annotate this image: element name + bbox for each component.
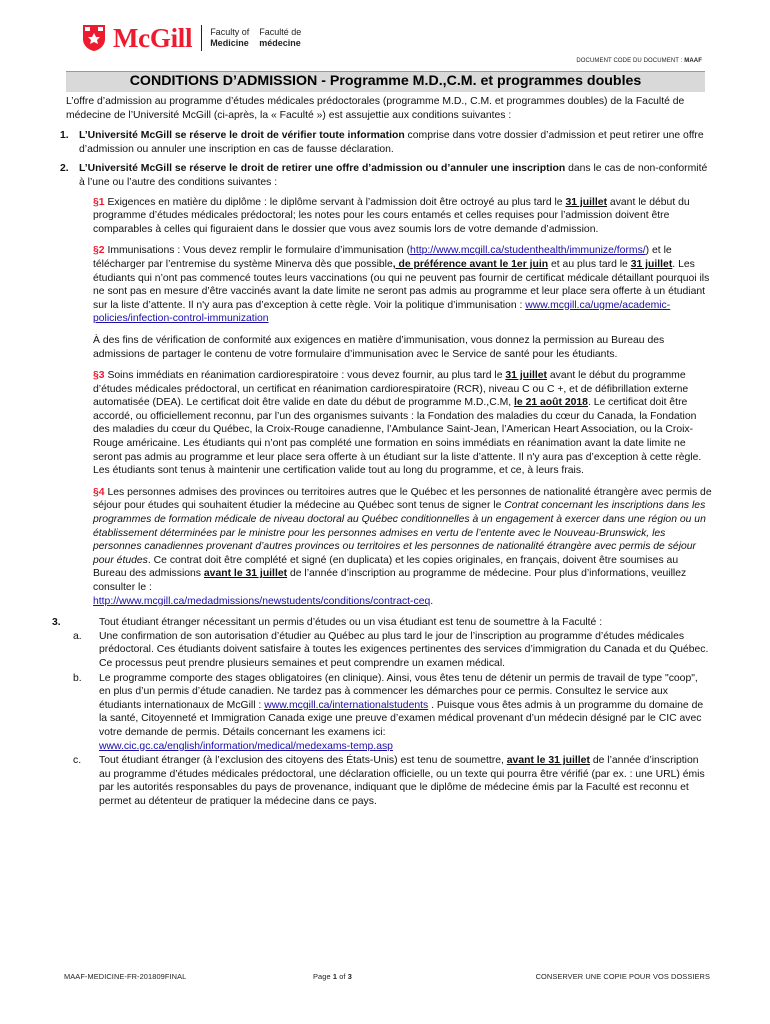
condition-1 — [60, 129, 712, 156]
faculty-fr-line1: Faculté de — [259, 27, 302, 37]
section-text: Immunisations : Vous devez remplir le formulaire d’immunisation ( — [104, 245, 411, 257]
condition-3-text: Tout étudiant étranger nécessitant un permis d’études ou un visa étudiant est tenu de soumettre à la Faculté : — [99, 617, 603, 629]
condition-3b-text: Le programme comporte des stages obligatoires (en clinique). Ainsi, vous êtes tenu de détenir un permis de travail de type "coop", en plus d’un permis d’étude canadien. Ne tardez pas à commencer les démarches pour ce permis. Consultez le service aux étudiants internationaux de McGill : — [99, 672, 698, 711]
section-4-contract — [93, 486, 712, 608]
immunization-policy-link[interactable]: www.mcgill.ca/ugme/academic-policies/infection-control-immunization — [93, 299, 671, 325]
section-mark: §1 — [93, 196, 105, 208]
program-start-date: le 21 août 2018 — [514, 397, 588, 409]
footer-note: CONSERVER UNE COPIE POUR VOS DOSSIERS — [535, 972, 710, 981]
section-mark: §4 — [93, 486, 105, 498]
section-text: avant le début du programme d’études médicales prédoctoral, un certificat en réanimation cardiorespiratoire (RCR), niveau C ou C +, et de défibrillation externe automatisée (DEA). Le certificat doit être valide en date du début de programme M.D.,C.M, — [93, 370, 689, 409]
section-2-permission: À des fins de vérification de conformité aux exigences en matière d’immunisation, vous donnez la permission au Bureau des admissions de partager le contenu de votre formulaire d’immunisation avec le Service de santé pour les étudiants. — [93, 334, 665, 360]
document-code-value: MAAF — [684, 58, 702, 64]
faculty-en — [210, 27, 249, 49]
document-code-label: DOCUMENT CODE DU DOCUMENT : — [576, 58, 685, 64]
title-band — [66, 71, 705, 92]
section-text: . — [430, 595, 434, 607]
page-of: of — [337, 972, 348, 981]
immunization-forms-link[interactable]: http://www.mcgill.ca/studenthealth/immunize/forms/ — [410, 245, 646, 257]
intro-paragraph: L’offre d’admission au programme d’études médicales prédoctorales (programme M.D., C.M. et programmes doubles) de la Faculté de médecine de l’Université McGill (ci-après, la « Faculté ») est assujettie aux conditions suivantes : — [66, 96, 685, 121]
section-mark: §2 — [93, 245, 105, 257]
condition-3b-text: . Puisque vous êtes admis à un programme du domaine de la santé, Citoyenneté et Immigration Canada exige une preuve d’examen médical provenant d’un médecin désigné par le CIC avec votre demande de permis. Détails concernant les examens ici: — [99, 699, 704, 738]
section-text: . Ce contrat doit être complété et signé (en duplicata) et les copies originales, en français, doivent être soumises au Bureau des admissions — [93, 554, 679, 580]
section-3-cpr — [93, 369, 712, 478]
section-text: . Le certificat doit être accordé, ou officiellement reconnu, par l’un des organismes suivants : la Fondation des maladies du cœur du Canada, la Fondation des maladies du cœur du Québec, la Croix-Rouge canadienne, l’Ambulance Saint-Jean, l’American Heart Association, ou la Croix-Rouge américaine. Les étudiants qui n’ont pas complété une formation en soins immédiats en réanimation avant la date limite ne seront pas admis au programme et leur place sera offerte à un étudiant sur la liste d’attente. Il n'y aura pas d’exception à cette règle. Les étudiants sont tenus à maintenir une certification valide tout au long du programme, et ce, à leurs frais. — [93, 397, 702, 477]
preferred-date: , de préférence avant le 1er juin — [392, 258, 549, 270]
deadline-date: avant le 31 juillet — [506, 755, 590, 767]
deadline-date: 31 juillet — [565, 196, 608, 208]
deadline-date: avant le 31 juillet — [203, 568, 288, 580]
section-mark: §3 — [93, 370, 105, 382]
condition-2-bold: L’Université McGill se réserve le droit de retirer une offre d’admission ou d’annuler une inscription — [79, 163, 566, 175]
condition-3c — [73, 754, 712, 808]
section-2-immunization — [93, 244, 712, 326]
condition-2 — [60, 162, 712, 608]
international-students-link[interactable]: www.mcgill.ca/internationalstudents — [264, 699, 429, 711]
contract-ceq-link[interactable]: http://www.mcgill.ca/medadmissions/newstudents/conditions/contract-ceq — [93, 595, 431, 607]
section-text: et au plus tard le — [548, 258, 631, 270]
faculty-fr-line2: médecine — [259, 38, 301, 48]
current-page: 1 — [332, 972, 338, 981]
condition-1-bold: L’Université McGill se réserve le droit de vérifier toute information — [79, 130, 405, 142]
faculty-en-line1: Faculty of — [210, 27, 250, 37]
faculty-fr — [259, 27, 301, 49]
mcgill-logo — [82, 24, 301, 52]
logo-divider — [201, 25, 202, 51]
brand-name: McGill — [113, 23, 193, 53]
section-1-diploma — [93, 196, 712, 237]
condition-3b — [73, 672, 712, 754]
section-text: avant le début du programme d’études médicales prédoctoral; les notes pour les cours entamés et celles requises pour l’admission doivent être comparables à celles qui figuraient dans le dossier que vous avez soumis lors de votre demande d’admission. — [93, 196, 690, 235]
faculty-en-line2: Medicine — [210, 38, 249, 48]
page-title: CONDITIONS D’ADMISSION - Programme M.D.,C.M. et programmes doubles — [129, 73, 642, 89]
section-text: ) et le télécharger par l’entremise du système Minerva dès que possible — [93, 245, 672, 270]
total-pages: 3 — [347, 972, 352, 981]
condition-1-text: comprise dans votre dossier d’admission et peut retirer une offre d’admission ou annuler une inscription en cas de fausse déclaration. — [79, 130, 704, 155]
condition-number: 1. — [60, 130, 69, 142]
condition-3a-text: Une confirmation de son autorisation d’étudier au Québec au plus tard le jour de l’inscription au programme d’études médicales prédoctoral. Ces étudiants doivent satisfaire à toutes les exigences pertinentes des services d’immigration du Canada et du Québec. Ce processus peut prendre plusieurs semaines et peut comprendre un examen médical. — [99, 630, 709, 669]
document-body — [52, 95, 712, 810]
list-letter: a. — [73, 630, 82, 642]
deadline-date: 31 juillet — [505, 370, 547, 382]
section-text: Soins immédiats en réanimation cardiorespiratoire : vous devez fournir, au plus tard le — [104, 370, 506, 382]
list-letter: c. — [73, 755, 82, 767]
list-letter: b. — [73, 672, 82, 684]
condition-3a — [73, 630, 712, 671]
condition-3c-text: de l’année d’inscription au programme d’études médicales prédoctoral, une déclaration officielle, ou un texte qui pourra être vérifié (par ex. : une URL) émis par les autorités responsables du pays de provenance, indiquant que le diplôme de médecine émis par la Faculté est reconnu et permet au détenteur de pratiquer la médecine dans ce pays. — [99, 755, 705, 807]
medical-exams-link[interactable]: www.cic.gc.ca/english/information/medical/medexams-temp.asp — [99, 740, 393, 752]
section-text: Exigences en matière du diplôme : le diplôme servant à l’admission doit être octroyé au plus tard le — [104, 196, 566, 208]
condition-number: 2. — [60, 163, 69, 175]
deadline-date: 31 juillet — [630, 258, 673, 270]
mcgill-shield-icon — [82, 24, 106, 52]
page-number — [313, 972, 352, 981]
condition-3c-text: Tout étudiant étranger (à l’exclusion des citoyens des États-Unis) est tenu de soumettre, — [99, 755, 507, 767]
condition-2-text: dans le cas de non-conformité à l’une ou l’autre des conditions suivantes : — [79, 163, 708, 188]
section-text: . Les étudiants qui n’ont pas commencé toutes leurs vaccinations (ou qui ne peuvent pas fournir de certificat médicale détaillant pourquoi ils ne sont pas en mesure d’être vaccinés avant la date limite ne seront pas admis au programme et leur place sera offerte à un étudiant sur la liste d’attente. Il n'y aura pas d’exception à cette règle. Voir la politique d’immunisation : — [93, 258, 710, 311]
section-text: Les personnes admises des provinces ou territoires autres que le Québec et les personnes de nationalité étrangère avec permis de séjour pour études qui souhaitent étudier la médecine au Québec sont tenus de signer le — [93, 486, 712, 512]
condition-3 — [52, 616, 712, 808]
condition-number: 3. — [52, 617, 61, 629]
section-text: de l’année d’inscription au programme de médecine. Pour plus d’informations, veuillez consulter le : — [93, 568, 687, 593]
document-code — [576, 58, 702, 64]
page-label: Page — [313, 972, 333, 981]
footer-doc-code: MAAF-MEDICINE-FR-201809FINAL — [64, 972, 187, 981]
contract-title: Contrat concernant les inscriptions dans les programmes de formation médicale de niveau doctoral au Québec conditionnelles à un engagement à exercer dans une région ou un établissement déterminées par le ministre pour les personnes admises en vertu de l’entente avec le Nouveau-Brunswick, les personnes canadiennes provenant d’autres provinces ou territoires et les personnes de nationalité étrangère avec permis de séjour pour études — [93, 500, 706, 566]
